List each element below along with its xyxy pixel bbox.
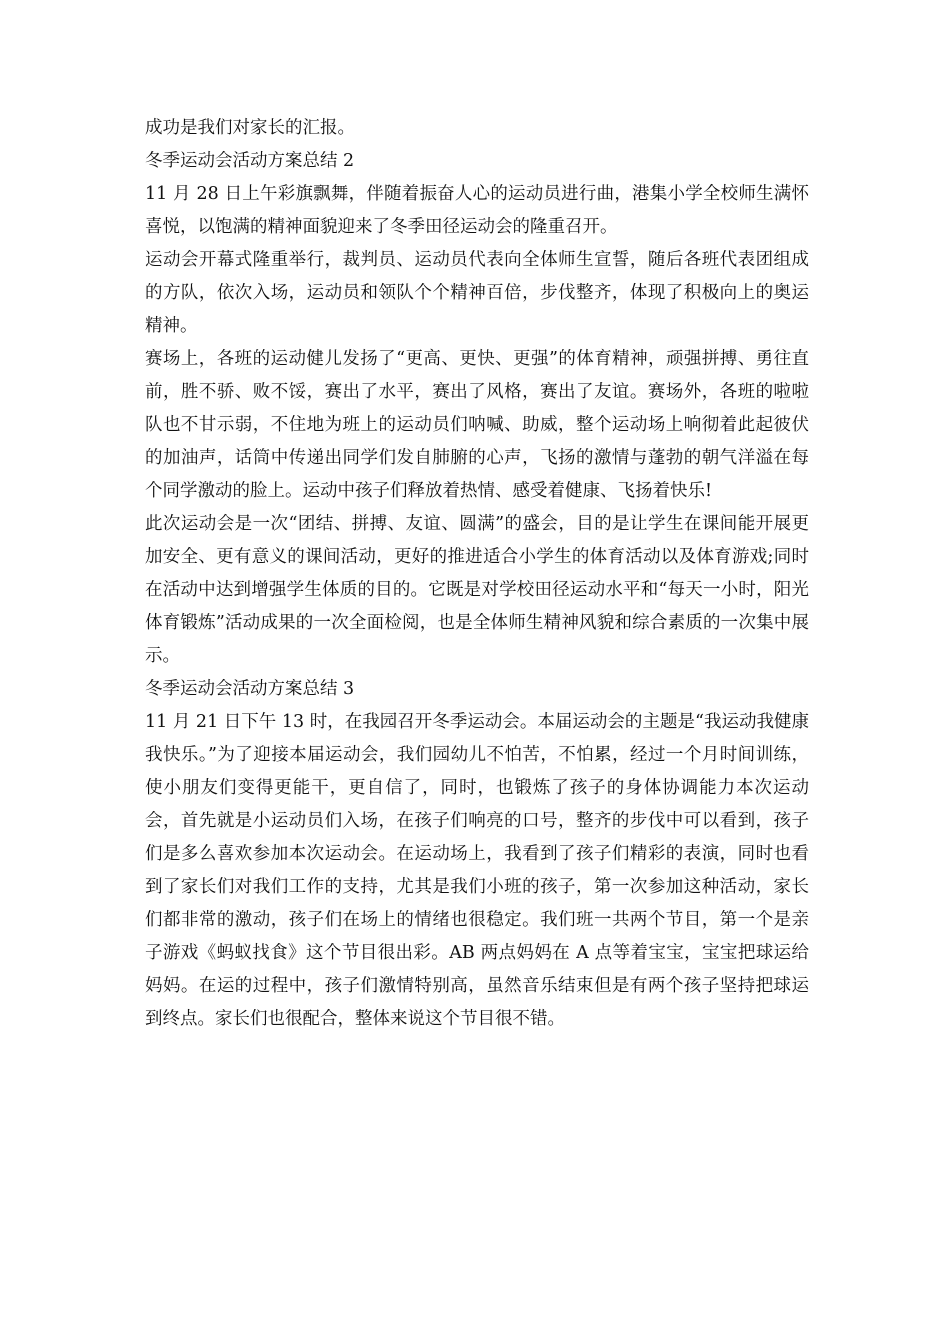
paragraph-opening-ceremony: 运动会开幕式隆重举行，裁判员、运动员代表向全体师生宣誓，随后各班代表团组成的方队，依次入场，运动员和领队个个精神百倍，步伐整齐，体现了积极向上的奥运精神。 — [145, 250, 809, 336]
paragraph-opening-ceremony-date: 11 月 28 日上午彩旗飘舞，伴随着振奋人心的运动员进行曲，港集小学全校师生满怀喜悦，以饱满的精神面貌迎来了冬季田径运动会的隆重召开。 — [145, 184, 809, 237]
document-body — [145, 112, 809, 1036]
paragraph-competition: 赛场上，各班的运动健儿发扬了“更高、更快、更强”的体育精神，顽强拼搏、勇往直前，胜不骄、败不馁，赛出了水平，赛出了风格，赛出了友谊。赛场外，各班的啦啦队也不甘示弱，不住地为班上的运动员们呐喊、助威，整个运动场上响彻着此起彼伏的加油声，话筒中传递出同学们发自肺腑的心声，飞扬的激情与蓬勃的朝气洋溢在每个同学激动的脸上。运动中孩子们释放着热情、感受着健康、飞扬着快乐! — [145, 349, 809, 501]
paragraph-closing-line: 成功是我们对家长的汇报。 — [145, 118, 355, 138]
section-heading-3: 冬季运动会活动方案总结 3 — [145, 679, 355, 699]
paragraph-kindergarten-games: 11 月 21 日下午 13 时，在我园召开冬季运动会。本届运动会的主题是“我运动我健康我快乐。”为了迎接本届运动会，我们园幼儿不怕苦，不怕累，经过一个月时间训练，使小朋友们变得更能干，更自信了，同时，也锻炼了孩子的身体协调能力本次运动会，首先就是小运动员们入场，在孩子们响亮的口号，整齐的步伐中可以看到，孩子们是多么喜欢参加本次运动会。在运动场上，我看到了孩子们精彩的表演，同时也看到了家长们对我们工作的支持，尤其是我们小班的孩子，第一次参加这种活动，家长们都非常的激动，孩子们在场上的情绪也很稳定。我们班一共两个节目，第一个是亲子游戏《蚂蚁找食》这个节目很出彩。AB 两点妈妈在 A 点等着宝宝，宝宝把球运给妈妈。在运的过程中，孩子们激情特别高，虽然音乐结束但是有两个孩子坚持把球运到终点。家长们也很配合，整体来说这个节目很不错。 — [145, 712, 809, 1029]
section-heading-2: 冬季运动会活动方案总结 2 — [145, 151, 355, 171]
paragraph-purpose: 此次运动会是一次“团结、拼搏、友谊、圆满”的盛会，目的是让学生在课间能开展更加安全、更有意义的课间活动，更好的推进适合小学生的体育活动以及体育游戏;同时在活动中达到增强学生体质的目的。它既是对学校田径运动水平和“每天一小时，阳光体育锻炼”活动成果的一次全面检阅，也是全体师生精神风貌和综合素质的一次集中展示。 — [145, 514, 809, 666]
